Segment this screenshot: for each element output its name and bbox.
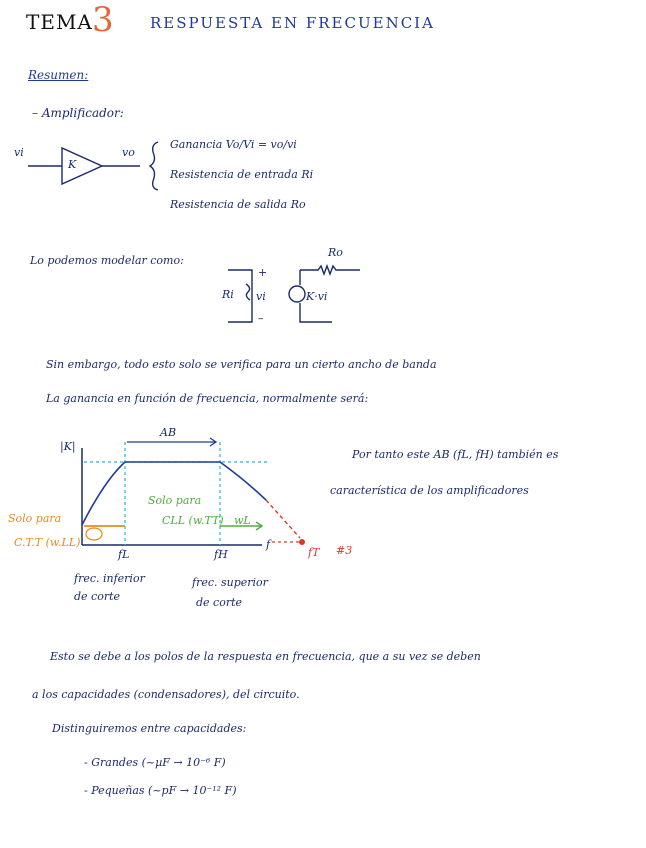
paragraph-ganancia: La ganancia en función de frecuencia, normalmente será: <box>46 392 369 405</box>
paragraph-sin-embargo: Sin embargo, todo esto solo se verifica para un cierto ancho de banda <box>46 358 437 371</box>
page-title-tema: TEMA <box>26 10 93 34</box>
graph-fl-label: fL <box>118 548 130 561</box>
side-note-line-2: característica de los amplificadores <box>330 484 529 497</box>
graph-solo-cc-1: Solo para <box>8 512 62 525</box>
modelo-text: Lo podemos modelar como: <box>30 254 184 267</box>
graph-fh-caption-1: frec. superior <box>192 576 268 589</box>
side-note-line-1: Por tanto este AB (fL, fH) también es <box>352 448 559 461</box>
bullet-grandes: - Grandes (~µF → 10⁻⁶ F) <box>84 756 226 769</box>
graph-ylabel: |K| <box>60 440 76 453</box>
modelo-minus: – <box>258 312 264 325</box>
paragraph-distinguiremos: Distinguiremos entre capacidades: <box>52 722 247 735</box>
graph-fl-caption-2: de corte <box>74 590 121 603</box>
bullet-pequenas: - Pequeñas (~pF → 10⁻¹² F) <box>84 784 237 797</box>
paragraph-polos: Esto se debe a los polos de la respuesta en frecuencia, que a su vez se deben <box>50 650 481 663</box>
circuit-model <box>228 266 360 322</box>
amp-vi-label: vi <box>14 146 24 159</box>
modelo-ro: Ro <box>328 246 343 259</box>
frequency-graph <box>82 438 305 545</box>
graph-fh-label: fH <box>214 548 228 561</box>
resumen-heading: Resumen: <box>28 68 89 82</box>
modelo-plus: + <box>258 266 268 279</box>
graph-solo-cll-2: CLL (w.TT) <box>162 514 224 527</box>
amp-vo-label: vo <box>122 146 135 159</box>
graph-fl-caption-1: frec. inferior <box>74 572 145 585</box>
graph-xaxis-label: f <box>266 538 271 551</box>
graph-solo-cll-1: Solo para <box>148 494 202 507</box>
page-title-subtitle: RESPUESTA EN FRECUENCIA <box>150 14 435 32</box>
modelo-ri: Ri <box>222 288 234 301</box>
amplificador-heading: – Amplificador: <box>32 106 124 120</box>
graph-ft-label: fT <box>308 546 320 559</box>
amp-prop-ganancia: Ganancia Vo/Vi = vo/vi <box>170 138 297 151</box>
amp-prop-resistencia-salida: Resistencia de salida Ro <box>170 198 306 211</box>
graph-fh-caption-2: de corte <box>196 596 243 609</box>
graph-ab-label: AB <box>160 426 177 439</box>
graph-marker-wl: wL <box>234 514 251 527</box>
amp-prop-resistencia-entrada: Resistencia de entrada Ri <box>170 168 314 181</box>
modelo-kvi: K·vi <box>306 290 328 303</box>
amplifier-symbol <box>28 142 158 190</box>
page-title-number: 3 <box>92 0 114 40</box>
modelo-vi: vi <box>256 290 266 303</box>
graph-hash3: #3 <box>336 544 353 557</box>
graph-solo-cc-2: C.T.T (w.LL) <box>14 536 81 549</box>
paragraph-capacidades: a los capacidades (condensadores), del circuito. <box>32 688 300 701</box>
amp-k-label: K <box>68 158 77 171</box>
